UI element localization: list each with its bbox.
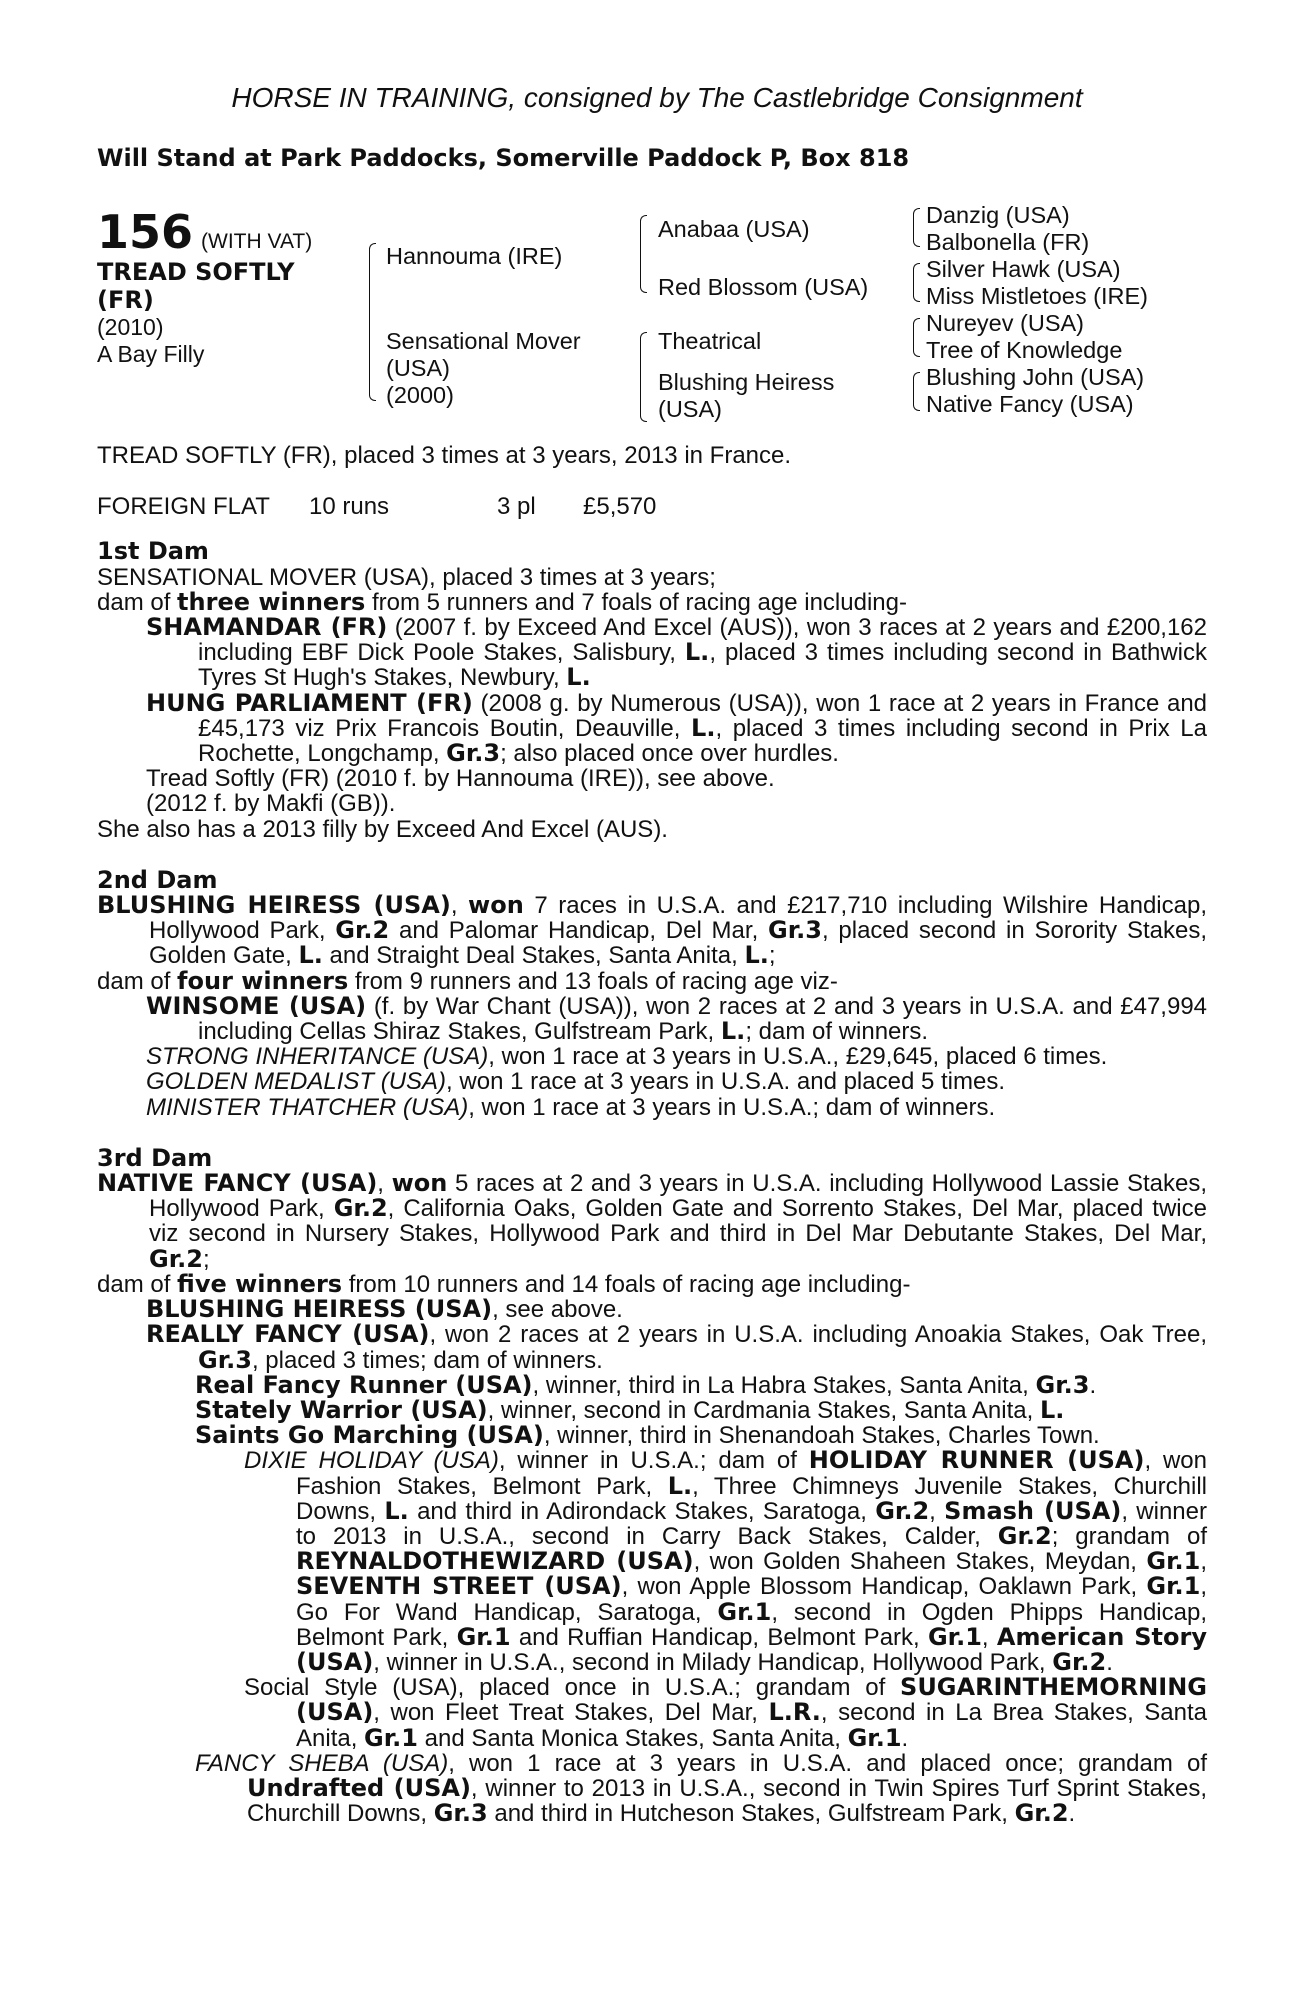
race-summary: TREAD SOFTLY (FR), placed 3 times at 3 years, 2013 in France. xyxy=(97,442,792,469)
catalogue-body xyxy=(97,443,1207,1826)
first-dam-intro: SENSATIONAL MOVER (USA), placed 3 times at 3 years; xyxy=(97,563,716,591)
produce-entry: Real Fancy Runner (USA), winner, third in La Habra Stakes, Santa Anita, Gr.3. xyxy=(195,1370,1097,1399)
pedigree-g2: Balbonella (FR) xyxy=(926,229,1090,255)
produce-entry: Tread Softly (FR) (2010 f. by Hannouma (IRE)), see above. xyxy=(146,765,775,793)
pedigree-bracket-dam xyxy=(640,332,647,422)
record-runs: 10 runs xyxy=(309,493,390,521)
pedigree-dam-dam xyxy=(658,369,834,423)
produce-entry: (2012 f. by Makfi (GB)). xyxy=(146,790,396,818)
pedigree-g4: Miss Mistletoes (IRE) xyxy=(926,283,1148,309)
pedigree-g7: Blushing John (USA) xyxy=(926,364,1145,390)
pedigree-dam-dam-line2: (USA) xyxy=(658,396,722,422)
record-label: FOREIGN FLAT xyxy=(97,493,270,521)
produce-entry: DIXIE HOLIDAY (USA), winner in U.S.A.; dam of HOLIDAY RUNNER (USA), won Fashion Stakes, Belmont Park, L., Three Chimneys Juvenile Stakes, Churchill Downs, L. and third in Adirondack Stakes, Saratoga, Gr.2, Smash (USA), winner to 2013 in U.S.A., second in Carry Back Stakes, Calder, Gr.2; grandam of REYNALDOTHEWIZARD (USA), won Golden Shaheen Stakes, Meydan, Gr.1, SEVENTH STREET (USA), won Apple Blossom Handicap, Oaklawn Park, Gr.1, Go For Wand Handicap, Saratoga, Gr.1, second in Ogden Phipps Handicap, Belmont Park, Gr.1 and Ruffian Handicap, Belmont Park, Gr.1, American Story (USA), winner in U.S.A., second in Milady Handicap, Hollywood Park, Gr.2. xyxy=(244,1446,1207,1676)
produce-entry: Saints Go Marching (USA), winner, third in Shenandoah Stakes, Charles Town. xyxy=(195,1421,1100,1450)
pedigree-bracket-g3 xyxy=(913,318,920,357)
pedigree-dam-line3: (2000) xyxy=(386,382,454,408)
produce-entry: Stately Warrior (USA), winner, second in Cardmania Stakes, Santa Anita, L. xyxy=(195,1395,1065,1424)
lot-number-block xyxy=(97,205,312,259)
produce-entry: SHAMANDAR (FR) (2007 f. by Exceed And Excel (AUS)), won 3 races at 2 years and £200,162 including EBF Dick Poole Stakes, Salisbury, L., placed 3 times including second in Bathwick Tyres St Hugh's Stakes, Newbury, L. xyxy=(146,613,1208,692)
pedigree-sire-dam: Red Blossom (USA) xyxy=(658,274,869,300)
first-dam-produce-summary: dam of three winners from 5 runners and 7 foals of racing age including- xyxy=(97,587,907,616)
pedigree-bracket-g1 xyxy=(913,208,920,247)
catalogue-header: HORSE IN TRAINING, consigned by The Castlebridge Consignment xyxy=(231,82,1083,113)
second-dam-heading: 2nd Dam xyxy=(97,865,218,894)
produce-entry: BLUSHING HEIRESS (USA), see above. xyxy=(146,1295,623,1324)
pedigree-bracket-main xyxy=(369,243,376,401)
pedigree-g5: Nureyev (USA) xyxy=(926,310,1085,336)
first-dam-note: She also has a 2013 filly by Exceed And Excel (AUS). xyxy=(97,815,668,843)
pedigree-g1: Danzig (USA) xyxy=(926,202,1070,228)
stand-location: Will Stand at Park Paddocks, Somerville Paddock P, Box 818 xyxy=(97,144,910,172)
second-dam-record: BLUSHING HEIRESS (USA), won 7 races in U.S.A. and £217,710 including Wilshire Handicap, Hollywood Park, Gr.2 and Palomar Handicap, Del Mar, Gr.3, placed second in Sorority Stakes, Golden Gate, L. and Straight Deal Stakes, Santa Anita, L.; xyxy=(97,891,1207,970)
produce-entry: STRONG INHERITANCE (USA), won 1 race at 3 years in U.S.A., £29,645, placed 6 times. xyxy=(146,1043,1108,1071)
horse-name xyxy=(97,258,337,314)
pedigree-g6: Tree of Knowledge xyxy=(926,337,1123,363)
vat-note: (WITH VAT) xyxy=(201,230,313,253)
produce-entry: Social Style (USA), placed once in U.S.A.; grandam of SUGARINTHEMORNING (USA), won Fleet Treat Stakes, Del Mar, L.R., second in La Brea Stakes, Santa Anita, Gr.1 and Santa Monica Stakes, Santa Anita, Gr.1. xyxy=(244,1673,1207,1752)
pedigree-sire-sire: Anabaa (USA) xyxy=(658,216,810,242)
pedigree-dam-line1: Sensational Mover xyxy=(386,328,581,354)
pedigree-g3: Silver Hawk (USA) xyxy=(926,256,1121,282)
second-dam-produce-summary: dam of four winners from 9 runners and 13 foals of racing age viz- xyxy=(97,966,838,995)
produce-entry: FANCY SHEBA (USA), won 1 race at 3 years in U.S.A. and placed once; grandam of Undrafted (USA), winner to 2013 in U.S.A., second in Twin Spires Turf Sprint Stakes, Churchill Downs, Gr.3 and third in Hutcheson Stakes, Gulfstream Park, Gr.2. xyxy=(195,1749,1207,1828)
horse-info xyxy=(97,314,204,368)
produce-entry: WINSOME (USA) (f. by War Chant (USA)), won 2 races at 2 and 3 years in U.S.A. and £47,994 including Cellas Shiraz Stakes, Gulfstream Park, L.; dam of winners. xyxy=(146,991,1208,1046)
pedigree-dam xyxy=(386,328,581,409)
produce-entry: REALLY FANCY (USA), won 2 races at 2 years in U.S.A. including Anoakia Stakes, Oak Tree, Gr.3, placed 3 times; dam of winners. xyxy=(146,1320,1207,1374)
pedigree-sire: Hannouma (IRE) xyxy=(386,243,563,269)
pedigree-g8: Native Fancy (USA) xyxy=(926,391,1134,417)
first-dam-heading: 1st Dam xyxy=(97,537,209,566)
pedigree-bracket-sire xyxy=(640,215,647,293)
horse-description: A Bay Filly xyxy=(97,341,205,367)
third-dam-produce-summary: dam of five winners from 10 runners and 14 foals of racing age including- xyxy=(97,1269,911,1298)
produce-entry: MINISTER THATCHER (USA), won 1 race at 3 years in U.S.A.; dam of winners. xyxy=(146,1093,996,1121)
foreign-flat-record xyxy=(97,494,1207,519)
third-dam-heading: 3rd Dam xyxy=(97,1143,213,1172)
produce-entry: GOLDEN MEDALIST (USA), won 1 race at 3 years in U.S.A. and placed 5 times. xyxy=(146,1068,1005,1096)
record-placed: 3 pl xyxy=(497,493,536,521)
horse-name-line1: TREAD SOFTLY xyxy=(97,258,295,286)
third-dam-record: NATIVE FANCY (USA), won 5 races at 2 and 3 years in U.S.A. including Hollywood Lassie Stakes, Hollywood Park, Gr.2, California Oaks, Golden Gate and Sorrento Stakes, Del Mar, placed twice viz second in Nursery Stakes, Hollywood Park and third in Del Mar Debutante Stakes, Del Mar, Gr.2; xyxy=(97,1169,1207,1273)
record-earnings: £5,570 xyxy=(583,493,657,521)
pedigree-bracket-g4 xyxy=(913,372,920,411)
produce-entry: HUNG PARLIAMENT (FR) (2008 g. by Numerous (USA)), won 1 race at 2 years in France and £45,173 viz Prix Francois Boutin, Deauville, L., placed 3 times including second in Prix La Rochette, Longchamp, Gr.3; also placed once over hurdles. xyxy=(146,688,1208,768)
pedigree-dam-line2: (USA) xyxy=(386,355,450,381)
pedigree-dam-dam-line1: Blushing Heiress xyxy=(658,369,835,395)
lot-number: 156 xyxy=(97,205,194,259)
pedigree-bracket-g2 xyxy=(913,263,920,302)
pedigree-dam-sire: Theatrical xyxy=(658,328,762,354)
horse-name-line2: (FR) xyxy=(97,286,154,314)
horse-year: (2010) xyxy=(97,314,164,340)
